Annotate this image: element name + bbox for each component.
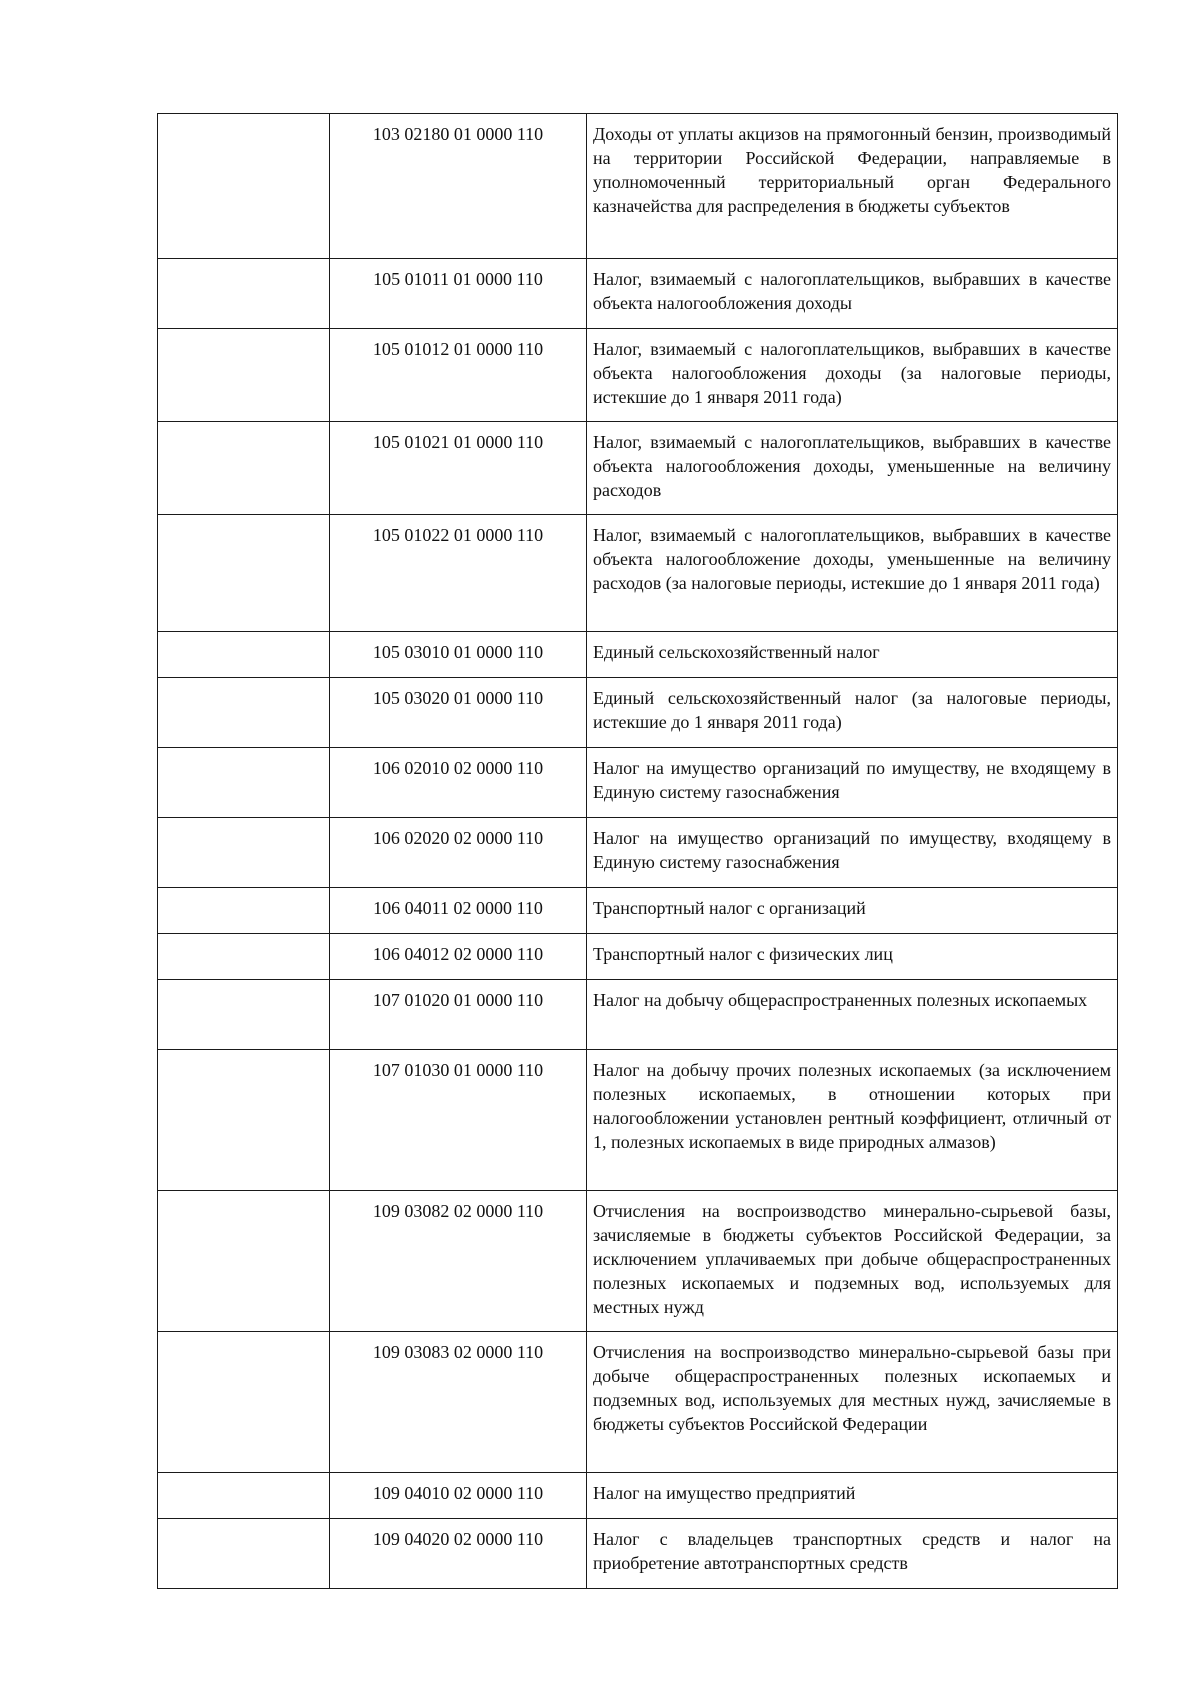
admin-cell xyxy=(158,422,330,515)
name-cell: Налог, взимаемый с налогоплательщиков, выбравших в качестве объекта налогообложения доходы (за налоговые периоды, истекшие до 1 января 2011 года) xyxy=(587,329,1118,422)
name-cell: Налог на имущество организаций по имуществу, не входящему в Единую систему газоснабжения xyxy=(587,748,1118,818)
admin-cell xyxy=(158,632,330,678)
table-row xyxy=(158,1519,1118,1589)
admin-cell xyxy=(158,1332,330,1473)
name-cell: Налог, взимаемый с налогоплательщиков, выбравших в качестве объекта налогообложения доходы, уменьшенные на величину расходов xyxy=(587,422,1118,515)
table-row xyxy=(158,888,1118,934)
code-cell: 105 03010 01 0000 110 xyxy=(330,632,587,678)
table-row xyxy=(158,1473,1118,1519)
table-row xyxy=(158,748,1118,818)
code-cell: 109 04020 02 0000 110 xyxy=(330,1519,587,1589)
admin-cell xyxy=(158,678,330,748)
name-cell: Налог на имущество предприятий xyxy=(587,1473,1118,1519)
table-row xyxy=(158,1191,1118,1332)
code-cell: 106 02020 02 0000 110 xyxy=(330,818,587,888)
budget-revenue-table xyxy=(157,113,1118,1589)
admin-cell xyxy=(158,818,330,888)
admin-cell xyxy=(158,980,330,1050)
code-cell: 106 02010 02 0000 110 xyxy=(330,748,587,818)
admin-cell xyxy=(158,515,330,632)
table-body xyxy=(158,114,1118,1589)
table-row xyxy=(158,1332,1118,1473)
code-cell: 107 01020 01 0000 110 xyxy=(330,980,587,1050)
admin-cell xyxy=(158,1473,330,1519)
name-cell: Налог на добычу прочих полезных ископаемых (за исключением полезных ископаемых, в отношении которых при налогообложении установлен рентный коэффициент, отличный от 1, полезных ископаемых в виде природных алмазов) xyxy=(587,1050,1118,1191)
name-cell: Отчисления на воспроизводство минерально-сырьевой базы при добыче общераспространенных полезных ископаемых и подземных вод, используемых для местных нужд, зачисляемые в бюджеты субъектов Российской Федерации xyxy=(587,1332,1118,1473)
name-cell: Налог, взимаемый с налогоплательщиков, выбравших в качестве объекта налогообложения доходы xyxy=(587,259,1118,329)
name-cell: Отчисления на воспроизводство минерально-сырьевой базы, зачисляемые в бюджеты субъектов Российской Федерации, за исключением уплачиваемых при добыче общераспространенных полезных ископаемых и подземных вод, используемых для местных нужд xyxy=(587,1191,1118,1332)
name-cell: Налог на имущество организаций по имуществу, входящему в Единую систему газоснабжения xyxy=(587,818,1118,888)
table-row xyxy=(158,422,1118,515)
table-row xyxy=(158,1050,1118,1191)
code-cell: 109 03082 02 0000 110 xyxy=(330,1191,587,1332)
table-row xyxy=(158,114,1118,259)
code-cell: 107 01030 01 0000 110 xyxy=(330,1050,587,1191)
code-cell: 105 01021 01 0000 110 xyxy=(330,422,587,515)
admin-cell xyxy=(158,1519,330,1589)
name-cell: Транспортный налог с организаций xyxy=(587,888,1118,934)
code-cell: 103 02180 01 0000 110 xyxy=(330,114,587,259)
admin-cell xyxy=(158,1050,330,1191)
admin-cell xyxy=(158,114,330,259)
admin-cell xyxy=(158,1191,330,1332)
admin-cell xyxy=(158,888,330,934)
name-cell: Единый сельскохозяйственный налог (за налоговые периоды, истекшие до 1 января 2011 года) xyxy=(587,678,1118,748)
table-row xyxy=(158,980,1118,1050)
code-cell: 109 04010 02 0000 110 xyxy=(330,1473,587,1519)
table-row xyxy=(158,632,1118,678)
name-cell: Единый сельскохозяйственный налог xyxy=(587,632,1118,678)
code-cell: 105 01012 01 0000 110 xyxy=(330,329,587,422)
table-row xyxy=(158,259,1118,329)
table-row xyxy=(158,818,1118,888)
name-cell: Налог, взимаемый с налогоплательщиков, выбравших в качестве объекта налогообложение доходы, уменьшенные на величину расходов (за налоговые периоды, истекшие до 1 января 2011 года) xyxy=(587,515,1118,632)
code-cell: 105 03020 01 0000 110 xyxy=(330,678,587,748)
name-cell: Налог на добычу общераспространенных полезных ископаемых xyxy=(587,980,1118,1050)
table-row xyxy=(158,678,1118,748)
table-row xyxy=(158,515,1118,632)
table-row xyxy=(158,934,1118,980)
code-cell: 105 01022 01 0000 110 xyxy=(330,515,587,632)
name-cell: Транспортный налог с физических лиц xyxy=(587,934,1118,980)
name-cell: Налог с владельцев транспортных средств и налог на приобретение автотранспортных средств xyxy=(587,1519,1118,1589)
table-row xyxy=(158,329,1118,422)
code-cell: 105 01011 01 0000 110 xyxy=(330,259,587,329)
admin-cell xyxy=(158,934,330,980)
code-cell: 109 03083 02 0000 110 xyxy=(330,1332,587,1473)
admin-cell xyxy=(158,329,330,422)
admin-cell xyxy=(158,748,330,818)
name-cell: Доходы от уплаты акцизов на прямогонный бензин, производимый на территории Российской Федерации, направляемые в уполномоченный территориальный орган Федерального казначейства для распределения в бюджеты субъектов xyxy=(587,114,1118,259)
admin-cell xyxy=(158,259,330,329)
code-cell: 106 04011 02 0000 110 xyxy=(330,888,587,934)
code-cell: 106 04012 02 0000 110 xyxy=(330,934,587,980)
